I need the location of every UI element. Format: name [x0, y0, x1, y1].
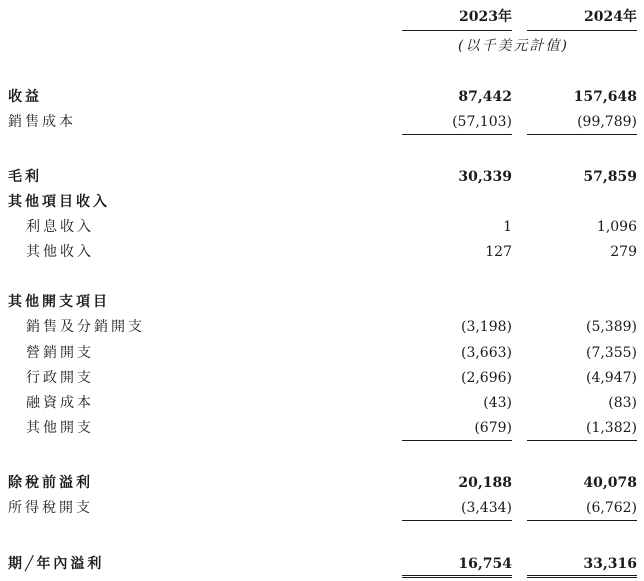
row-value-profit-for-period-2024: 33,316	[583, 556, 637, 572]
subtotal-rule	[402, 520, 512, 521]
row-value-revenue-2024: 157,648	[573, 89, 637, 105]
row-label-income-tax: 所得稅開支	[8, 500, 93, 516]
row-label-other-expenses: 其他開支	[26, 420, 94, 436]
unit-note: (以千美元計值)	[458, 38, 569, 54]
row-value-selling-distribution-2023: (3,198)	[460, 319, 512, 335]
row-label-finance-costs: 融資成本	[26, 395, 94, 411]
row-value-selling-distribution-2024: (5,389)	[585, 319, 637, 335]
row-value-interest-income-2023: 1	[503, 219, 512, 235]
row-value-other-income-2024: 279	[610, 244, 637, 260]
total-double-rule	[527, 575, 637, 578]
row-label-profit-before-tax: 除稅前溢利	[8, 475, 93, 491]
subtotal-rule	[527, 134, 637, 135]
row-value-profit-before-tax-2023: 20,188	[458, 475, 512, 491]
column-header-2024: 2024年	[584, 9, 637, 25]
row-value-revenue-2023: 87,442	[458, 89, 512, 105]
subtotal-rule	[402, 440, 512, 441]
row-value-other-income-2023: 127	[485, 244, 512, 260]
row-value-profit-before-tax-2024: 40,078	[583, 475, 637, 491]
row-label-profit-for-period: 期╱年內溢利	[8, 556, 105, 572]
row-value-profit-for-period-2023: 16,754	[458, 556, 512, 572]
section-label-other-expense-items: 其他開支項目	[8, 294, 110, 310]
column-header-2023: 2023年	[459, 9, 512, 25]
row-value-interest-income-2024: 1,096	[596, 219, 637, 235]
row-value-finance-costs-2024: (83)	[608, 395, 637, 411]
row-value-gross-profit-2023: 30,339	[458, 169, 512, 185]
row-value-marketing-2023: (3,663)	[460, 345, 512, 361]
row-label-selling-distribution: 銷售及分銷開支	[26, 319, 145, 335]
row-label-gross-profit: 毛利	[8, 169, 42, 185]
row-label-marketing: 營銷開支	[26, 345, 94, 361]
row-value-administrative-2023: (2,696)	[460, 370, 512, 386]
header-rule-2023	[402, 30, 512, 31]
subtotal-rule	[527, 440, 637, 441]
row-value-finance-costs-2023: (43)	[483, 395, 512, 411]
section-label-other-income-items: 其他項目收入	[8, 194, 110, 210]
row-value-gross-profit-2024: 57,859	[583, 169, 637, 185]
row-value-income-tax-2023: (3,434)	[460, 500, 512, 516]
row-label-cost-of-sales: 銷售成本	[8, 114, 76, 130]
row-value-other-expenses-2023: (679)	[474, 420, 512, 436]
row-value-administrative-2024: (4,947)	[585, 370, 637, 386]
row-value-cost-of-sales-2024: (99,789)	[577, 114, 637, 130]
row-label-revenue: 收益	[8, 89, 42, 105]
subtotal-rule	[402, 134, 512, 135]
row-label-other-income: 其他收入	[26, 244, 94, 260]
header-rule-2024	[527, 30, 637, 31]
row-value-income-tax-2024: (6,762)	[585, 500, 637, 516]
row-value-other-expenses-2024: (1,382)	[585, 420, 637, 436]
row-value-marketing-2024: (7,355)	[585, 345, 637, 361]
row-label-interest-income: 利息收入	[26, 219, 94, 235]
row-label-administrative: 行政開支	[26, 370, 94, 386]
row-value-cost-of-sales-2023: (57,103)	[452, 114, 512, 130]
subtotal-rule	[527, 520, 637, 521]
total-double-rule	[402, 575, 512, 578]
